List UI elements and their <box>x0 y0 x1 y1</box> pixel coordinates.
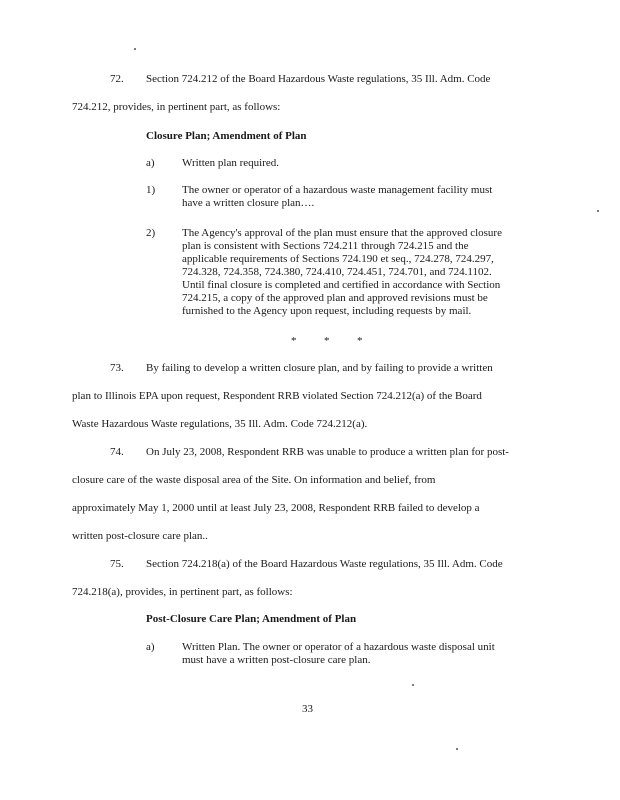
closure-item-1-line-1: The owner or operator of a hazardous waste management facility must <box>182 184 493 196</box>
closure-item-2-line-4: 724.328, 724.358, 724.380, 724.410, 724.451, 724.701, and 724.1102. <box>182 266 492 278</box>
closure-item-2-line-6: 724.215, a copy of the approved plan and approved revisions must be <box>182 292 488 304</box>
para-73-line-2: plan to Illinois EPA upon request, Respondent RRB violated Section 724.212(a) of the Board <box>72 390 482 402</box>
para-72-number: 72. <box>110 73 124 85</box>
closure-item-a-text: Written plan required. <box>182 157 279 169</box>
ellipsis-star-2: * <box>324 335 330 347</box>
scan-speck <box>412 684 414 686</box>
para-75-number: 75. <box>110 558 124 570</box>
closure-item-2-line-7: furnished to the Agency upon request, including requests by mail. <box>182 305 472 317</box>
scan-speck <box>456 748 458 750</box>
closure-item-2-line-1: The Agency's approval of the plan must ensure that the approved closure <box>182 227 502 239</box>
closure-item-1-line-2: have a written closure plan…. <box>182 197 315 209</box>
para-75-line-2: 724.218(a), provides, in pertinent part, as follows: <box>72 586 293 598</box>
para-74-number: 74. <box>110 446 124 458</box>
para-74-line-4: written post-closure care plan.. <box>72 530 208 542</box>
ellipsis-star-1: * <box>291 335 297 347</box>
para-74-line-2: closure care of the waste disposal area of the Site. On information and belief, from <box>72 474 436 486</box>
post-closure-item-a-line-2: must have a written post-closure care plan. <box>182 654 371 666</box>
closure-item-1-label: 1) <box>146 184 156 196</box>
closure-plan-heading: Closure Plan; Amendment of Plan <box>146 130 307 142</box>
closure-item-2-label: 2) <box>146 227 156 239</box>
para-74-line-1: On July 23, 2008, Respondent RRB was unable to produce a written plan for post- <box>146 446 509 458</box>
closure-item-2-line-2: plan is consistent with Sections 724.211 through 724.215 and the <box>182 240 469 252</box>
page-number: 33 <box>302 703 313 715</box>
closure-item-a-label: a) <box>146 157 155 169</box>
closure-item-2-line-5: Until final closure is completed and certified in accordance with Section <box>182 279 501 291</box>
post-closure-heading: Post-Closure Care Plan; Amendment of Plan <box>146 613 357 625</box>
ellipsis-star-3: * <box>357 335 363 347</box>
para-72-line-1: Section 724.212 of the Board Hazardous Waste regulations, 35 Ill. Adm. Code <box>146 73 491 85</box>
para-73-line-3: Waste Hazardous Waste regulations, 35 Ill. Adm. Code 724.212(a). <box>72 418 368 430</box>
scan-speck <box>597 210 599 212</box>
para-73-number: 73. <box>110 362 124 374</box>
post-closure-item-a-line-1: Written Plan. The owner or operator of a hazardous waste disposal unit <box>182 641 495 653</box>
para-72-line-2: 724.212, provides, in pertinent part, as follows: <box>72 101 281 113</box>
para-75-line-1: Section 724.218(a) of the Board Hazardous Waste regulations, 35 Ill. Adm. Code <box>146 558 503 570</box>
para-73-line-1: By failing to develop a written closure plan, and by failing to provide a written <box>146 362 493 374</box>
scan-speck <box>134 48 136 50</box>
post-closure-item-a-label: a) <box>146 641 155 653</box>
para-74-line-3: approximately May 1, 2000 until at least July 23, 2008, Respondent RRB failed to develop a <box>72 502 480 514</box>
closure-item-2-line-3: applicable requirements of Sections 724.190 et seq., 724.278, 724.297, <box>182 253 494 265</box>
